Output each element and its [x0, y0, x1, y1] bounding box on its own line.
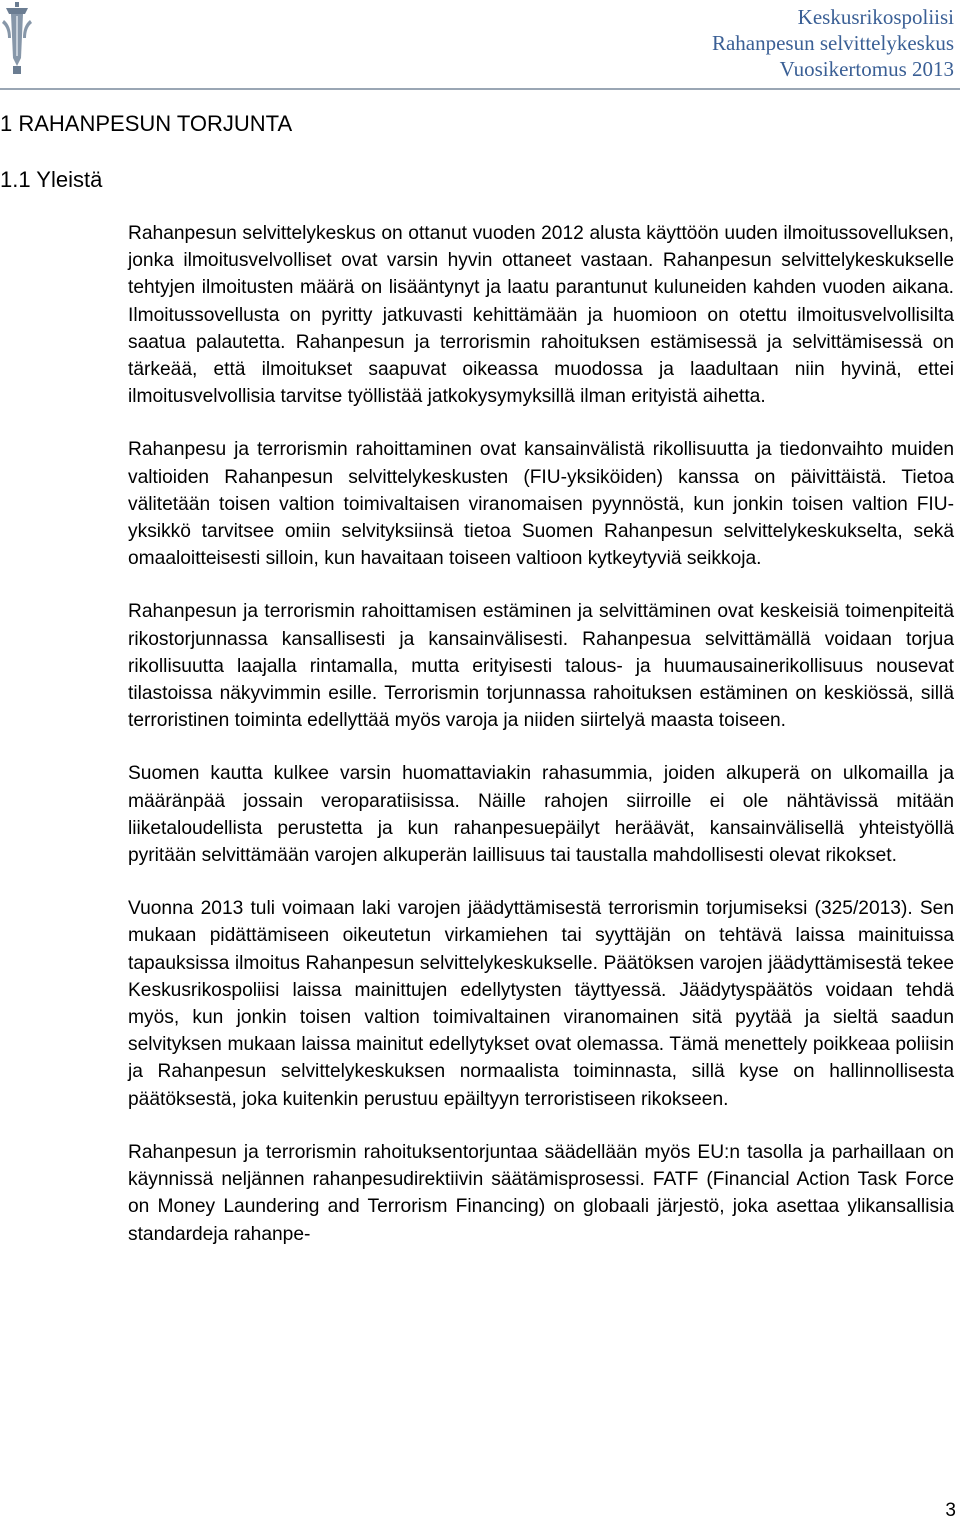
paragraph: Vuonna 2013 tuli voimaan laki varojen jäädyttämisestä terrorismin torjumiseksi (325/2013). Sen mukaan pidättämiseen oikeutetun virkamiehen tai syyttäjän on tehtävä laissa mainituissa tapauksissa ilmoitus Rahanpesun selvittelykeskukselle. Päätöksen varojen jäädyttämisestä tekee Keskusrikospoliisi laissa mainittujen edellytysten täyttyessä. Jäädytyspäätös voidaan tehdä myös, kun jonkin toisen valtion toimivaltainen viranomainen sitä pyytää ja sieltä saadun selvityksen mukaan laissa mainitut edellytykset ovat olemassa. Tämä menettely poikkeaa poliisin ja Rahanpesun selvittelykeskuksen normaalista toiminnasta, sillä kyse on hallinnollisesta päätöksestä, joka kuitenkin perustuu epäiltyyn terroristiseen rikokseen.	[128, 898, 954, 1110]
page-number: 3	[945, 1500, 956, 1521]
header-organization: Keskusrikospoliisi	[797, 5, 954, 29]
chapter-heading: 1 RAHANPESUN TORJUNTA	[0, 111, 293, 136]
police-emblem-icon	[0, 0, 34, 78]
header-unit: Rahanpesun selvittelykeskus	[711, 31, 954, 55]
header-report-title: Vuosikertomus 2013	[779, 57, 954, 81]
section-heading: 1.1 Yleistä	[0, 167, 103, 192]
paragraph: Rahanpesu ja terrorismin rahoittaminen ovat kansainvälistä rikollisuutta ja tiedonvaihto muiden valtioiden Rahanpesun selvittelykeskusten (FIU-yksiköiden) kanssa on päivittäistä. Tietoa välitetään toisen valtion toimivaltaisen viranomaisen pyynnöstä, kun jonkin toisen valtion FIU-yksikkö tarvitsee omiin selvityksiinsä tietoa Suomen Rahanpesun selvittelykeskukselta, sekä omaaloitteisesti silloin, kun havaitaan toiseen valtioon kytkeytyviä seikkoja.	[128, 439, 954, 570]
document-header	[712, 4, 954, 82]
header-divider	[0, 88, 960, 90]
paragraph: Rahanpesun selvittelykeskus on ottanut vuoden 2012 alusta käyttöön uuden ilmoitussovelluksen, jonka ilmoitusvelvolliset ovat varsin hyvin ottaneet vastaan. Rahanpesun selvittelykeskukselle tehtyjen ilmoitusten määrä on lisääntynyt ja laatu parantunut kuluneiden kahden vuoden aikana. Ilmoitussovellusta on pyritty jatkuvasti kehittämään ja huomioon on otettu ilmoitusvelvollisilta saatua palautetta. Rahanpesun ja terrorismin rahoituksen estämisessä ja selvittämisessä on tärkeää, että ilmoitukset saapuvat oikeassa muodossa ja laadultaan niin hyvinä, ettei ilmoitusvelvollisia tarvitse työllistää jatkokysymyksillä ilman erityistä aihetta.	[128, 223, 954, 408]
body-text	[128, 220, 954, 1274]
paragraph: Rahanpesun ja terrorismin rahoituksentorjuntaa säädellään myös EU:n tasolla ja parhaillaan on käynnissä neljännen rahanpesudirektiivin säätämisprosessi. FATF (Financial Action Task Force on Money Laundering and Terrorism Financing) on globaali järjestö, joka asettaa ylikansallisia standardeja rahanpe-	[128, 1141, 954, 1245]
paragraph: Rahanpesun ja terrorismin rahoittamisen estäminen ja selvittäminen ovat keskeisiä toimenpiteitä rikostorjunnassa kansallisesti ja kansainvälisesti. Rahanpesua selvittämällä voidaan torjua rikollisuutta laajalla rintamalla, mutta erityisesti talous- ja huumausainerikollisuus nousevat tilastoissa näkyvimmin esille. Terrorismin torjunnassa rahoituksen estäminen on keskiössä, sillä terroristinen toiminta edellyttää myös varoja ja niiden siirtelyä maasta toiseen.	[128, 601, 954, 732]
paragraph: Suomen kautta kulkee varsin huomattaviakin rahasummia, joiden alkuperä on ulkomailla ja määränpää jossain veroparatiisissa. Näille rahojen siirroille ei ole nähtävissä mitään liiketaloudellista perustetta ja kun rahanpesuepäilyt heräävät, kansainvälisellä yhteistyöllä pyritään selvittämään varojen alkuperän laillisuus tai taustalla mahdollisesti olevat rikokset.	[128, 763, 954, 867]
